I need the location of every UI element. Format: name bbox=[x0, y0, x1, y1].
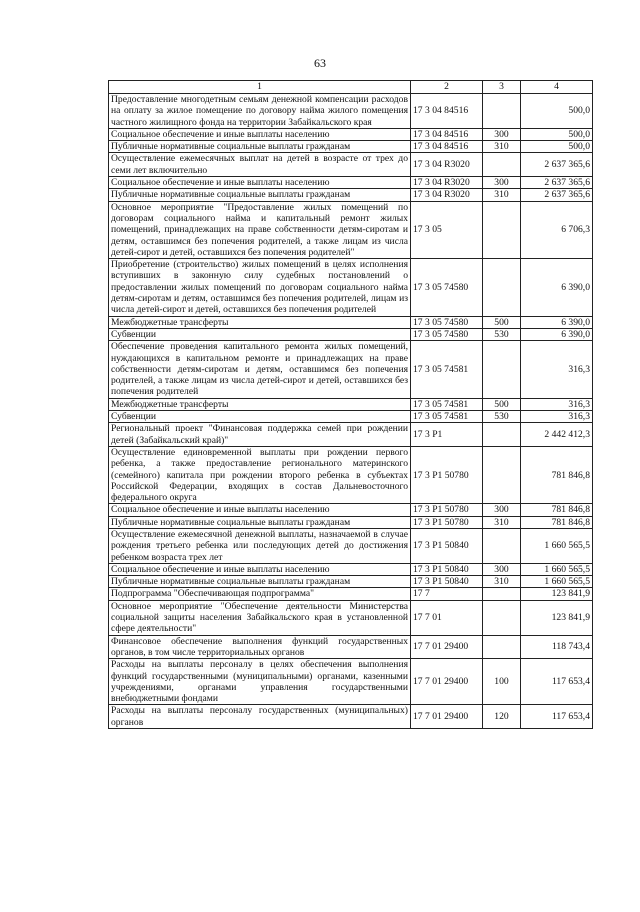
row-amount: 500,0 bbox=[521, 94, 593, 129]
table-row bbox=[109, 705, 593, 729]
row-amount: 500,0 bbox=[521, 128, 593, 140]
row-expense-type: 310 bbox=[483, 141, 521, 153]
row-amount: 781 846,8 bbox=[521, 446, 593, 503]
row-name: Социальное обеспечение и иные выплаты населению bbox=[109, 177, 411, 189]
row-expense-type: 300 bbox=[483, 177, 521, 189]
row-amount: 1 660 565,5 bbox=[521, 528, 593, 563]
row-amount: 2 442 412,3 bbox=[521, 423, 593, 447]
row-code: 17 3 05 74580 bbox=[411, 316, 483, 328]
table-row bbox=[109, 94, 593, 129]
row-code: 17 3 P1 50780 bbox=[411, 446, 483, 503]
table-row bbox=[109, 659, 593, 705]
row-code: 17 3 04 84516 bbox=[411, 141, 483, 153]
row-name: Региональный проект "Финансовая поддержка семей при рождении детей (Забайкальский край)" bbox=[109, 423, 411, 447]
row-code: 17 3 04 R3020 bbox=[411, 177, 483, 189]
row-code: 17 7 01 29400 bbox=[411, 659, 483, 705]
row-name: Осуществление единовременной выплаты при рождении первого ребенка, а также предоставление регионального материнского (семейного) капитала при рождении второго ребенка в субъектах Российской Федерации, входящих в состав Дальневосточного федерального округа bbox=[109, 446, 411, 503]
row-amount: 117 653,4 bbox=[521, 659, 593, 705]
row-name: Финансовое обеспечение выполнения функций государственных органов, в том числе территориальных органов bbox=[109, 635, 411, 659]
table-row bbox=[109, 516, 593, 528]
row-expense-type bbox=[483, 201, 521, 258]
table-row bbox=[109, 576, 593, 588]
row-expense-type: 300 bbox=[483, 563, 521, 575]
row-code: 17 3 P1 50780 bbox=[411, 504, 483, 516]
row-code: 17 3 05 bbox=[411, 201, 483, 258]
row-name: Межбюджетные трансферты bbox=[109, 398, 411, 410]
row-name: Расходы на выплаты персоналу в целях обеспечения выполнения функций государственными (муниципальными) органами, казенными учреждениями, органами управления государственными внебюджетными фондами bbox=[109, 659, 411, 705]
row-expense-type bbox=[483, 341, 521, 398]
table-row bbox=[109, 201, 593, 258]
row-amount: 118 743,4 bbox=[521, 635, 593, 659]
row-expense-type bbox=[483, 635, 521, 659]
row-amount: 316,3 bbox=[521, 411, 593, 423]
table-row bbox=[109, 528, 593, 563]
table-row bbox=[109, 189, 593, 201]
table-row bbox=[109, 316, 593, 328]
row-code: 17 7 01 29400 bbox=[411, 635, 483, 659]
row-amount: 123 841,9 bbox=[521, 588, 593, 600]
row-code: 17 7 bbox=[411, 588, 483, 600]
row-code: 17 7 01 29400 bbox=[411, 705, 483, 729]
row-name: Осуществление ежемесячных выплат на детей в возрасте от трех до семи лет включительно bbox=[109, 153, 411, 177]
row-code: 17 3 P1 50840 bbox=[411, 576, 483, 588]
row-name: Публичные нормативные социальные выплаты гражданам bbox=[109, 189, 411, 201]
row-code: 17 3 05 74581 bbox=[411, 341, 483, 398]
row-name: Публичные нормативные социальные выплаты гражданам bbox=[109, 576, 411, 588]
table-row bbox=[109, 563, 593, 575]
row-name: Осуществление ежемесячной денежной выплаты, назначаемой в случае рождения третьего ребенка или последующих детей до достижения ребенком возраста трех лет bbox=[109, 528, 411, 563]
row-expense-type: 300 bbox=[483, 504, 521, 516]
row-expense-type: 300 bbox=[483, 128, 521, 140]
row-code: 17 3 04 R3020 bbox=[411, 153, 483, 177]
row-name: Публичные нормативные социальные выплаты гражданам bbox=[109, 141, 411, 153]
row-expense-type bbox=[483, 528, 521, 563]
row-expense-type bbox=[483, 446, 521, 503]
row-expense-type: 500 bbox=[483, 398, 521, 410]
row-expense-type: 530 bbox=[483, 328, 521, 340]
row-amount: 6 390,0 bbox=[521, 316, 593, 328]
budget-table bbox=[108, 80, 593, 729]
row-code: 17 3 05 74581 bbox=[411, 411, 483, 423]
row-expense-type: 120 bbox=[483, 705, 521, 729]
row-amount: 1 660 565,5 bbox=[521, 576, 593, 588]
row-name: Субвенции bbox=[109, 328, 411, 340]
row-code: 17 3 P1 50840 bbox=[411, 563, 483, 575]
row-name: Предоставление многодетным семьям денежной компенсации расходов на оплату за жилое помещение по договору найма жилого помещения частного жилищного фонда на территории Забайкальского края bbox=[109, 94, 411, 129]
row-amount: 123 841,9 bbox=[521, 600, 593, 635]
row-expense-type: 500 bbox=[483, 316, 521, 328]
row-code: 17 7 01 bbox=[411, 600, 483, 635]
header-row bbox=[109, 81, 593, 94]
table-row bbox=[109, 398, 593, 410]
row-code: 17 3 P1 50840 bbox=[411, 528, 483, 563]
row-amount: 1 660 565,5 bbox=[521, 563, 593, 575]
row-code: 17 3 P1 bbox=[411, 423, 483, 447]
row-amount: 6 390,0 bbox=[521, 259, 593, 316]
row-amount: 781 846,8 bbox=[521, 504, 593, 516]
row-code: 17 3 P1 50780 bbox=[411, 516, 483, 528]
row-name: Публичные нормативные социальные выплаты гражданам bbox=[109, 516, 411, 528]
row-name: Основное мероприятие "Обеспечение деятельности Министерства социальной защиты населения Забайкальского края в установленной сфере деятельности" bbox=[109, 600, 411, 635]
table-row bbox=[109, 504, 593, 516]
row-name: Расходы на выплаты персоналу государственных (муниципальных) органов bbox=[109, 705, 411, 729]
row-expense-type bbox=[483, 94, 521, 129]
row-code: 17 3 05 74581 bbox=[411, 398, 483, 410]
row-name: Подпрограмма "Обеспечивающая подпрограмма" bbox=[109, 588, 411, 600]
table-row bbox=[109, 177, 593, 189]
row-amount: 500,0 bbox=[521, 141, 593, 153]
row-expense-type: 310 bbox=[483, 516, 521, 528]
header-col-4: 4 bbox=[521, 81, 593, 94]
header-col-1: 1 bbox=[109, 81, 411, 94]
table-row bbox=[109, 423, 593, 447]
row-code: 17 3 05 74580 bbox=[411, 259, 483, 316]
table-row bbox=[109, 259, 593, 316]
row-amount: 6 390,0 bbox=[521, 328, 593, 340]
row-expense-type bbox=[483, 153, 521, 177]
row-name: Основное мероприятие "Предоставление жилых помещений по договорам социального найма и капитальный ремонт жилых помещений, принадлежащих на праве собственности детям-сиротам и детям, оставшимся без попечения родителей, а также лицам из числа детей-сирот и детей, оставшихся без попечения родителей" bbox=[109, 201, 411, 258]
table-row bbox=[109, 153, 593, 177]
header-col-2: 2 bbox=[411, 81, 483, 94]
row-code: 17 3 04 R3020 bbox=[411, 189, 483, 201]
table-row bbox=[109, 328, 593, 340]
row-expense-type: 100 bbox=[483, 659, 521, 705]
row-name: Субвенции bbox=[109, 411, 411, 423]
row-expense-type bbox=[483, 588, 521, 600]
row-name: Обеспечение проведения капитального ремонта жилых помещений, нуждающихся в капитальном ремонте и принадлежащих на праве собственности детям-сиротам и детям, оставшимся без попечения родителей, а также лицам из числа детей-сирот и детей, оставшихся без попечения родителей bbox=[109, 341, 411, 398]
row-expense-type: 530 bbox=[483, 411, 521, 423]
row-name: Межбюджетные трансферты bbox=[109, 316, 411, 328]
row-amount: 2 637 365,6 bbox=[521, 189, 593, 201]
row-expense-type: 310 bbox=[483, 576, 521, 588]
row-amount: 781 846,8 bbox=[521, 516, 593, 528]
row-amount: 316,3 bbox=[521, 398, 593, 410]
header-col-3: 3 bbox=[483, 81, 521, 94]
row-amount: 6 706,3 bbox=[521, 201, 593, 258]
page-number: 63 bbox=[314, 56, 326, 70]
row-amount: 316,3 bbox=[521, 341, 593, 398]
row-expense-type bbox=[483, 600, 521, 635]
row-code: 17 3 05 74580 bbox=[411, 328, 483, 340]
table-row bbox=[109, 600, 593, 635]
row-name: Социальное обеспечение и иные выплаты населению bbox=[109, 563, 411, 575]
row-expense-type bbox=[483, 423, 521, 447]
table-row bbox=[109, 411, 593, 423]
row-name: Приобретение (строительство) жилых помещений в целях исполнения вступивших в законную силу судебных постановлений о предоставлении жилых помещений по договорам социального найма детям-сиротам и детям, оставшимся без попечения родителей, лицам из числа детей-сирот и детей, оставшихся без попечения родителей bbox=[109, 259, 411, 316]
row-name: Социальное обеспечение и иные выплаты населению bbox=[109, 128, 411, 140]
table-row bbox=[109, 635, 593, 659]
row-expense-type bbox=[483, 259, 521, 316]
table-row bbox=[109, 341, 593, 398]
row-amount: 2 637 365,6 bbox=[521, 153, 593, 177]
row-expense-type: 310 bbox=[483, 189, 521, 201]
row-name: Социальное обеспечение и иные выплаты населению bbox=[109, 504, 411, 516]
table-row bbox=[109, 128, 593, 140]
row-code: 17 3 04 84516 bbox=[411, 128, 483, 140]
table-row bbox=[109, 446, 593, 503]
table-row bbox=[109, 588, 593, 600]
row-amount: 117 653,4 bbox=[521, 705, 593, 729]
row-amount: 2 637 365,6 bbox=[521, 177, 593, 189]
table-row bbox=[109, 141, 593, 153]
row-code: 17 3 04 84516 bbox=[411, 94, 483, 129]
